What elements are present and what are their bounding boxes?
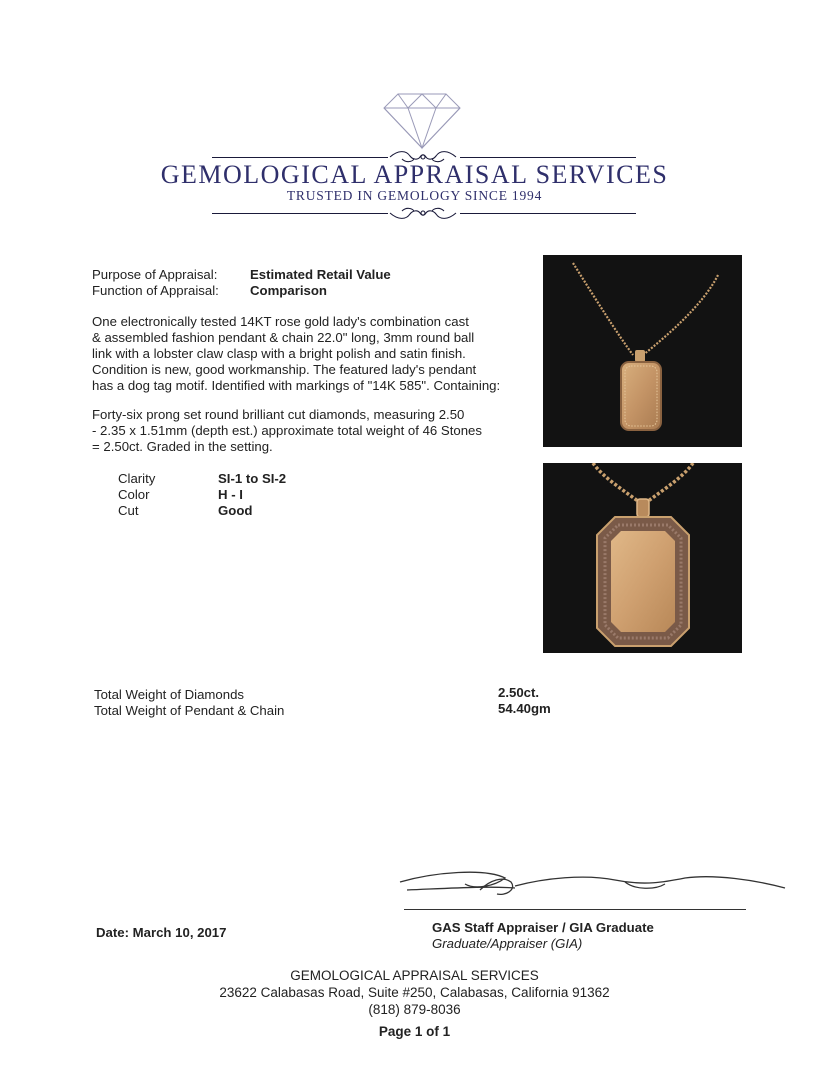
- grading-label: Cut: [118, 503, 139, 518]
- grading-label: Color: [118, 487, 150, 502]
- grading-row-clarity: [118, 471, 318, 487]
- pendant-photo-full: [543, 255, 742, 447]
- date-text: Date: March 10, 2017: [96, 925, 227, 940]
- grading-label: Clarity: [118, 471, 156, 486]
- header-rule-bottom-right: [460, 213, 636, 214]
- description-line: has a dog tag motif. Identified with markings of "14K 585". Containing:: [92, 378, 501, 393]
- total-diamonds-label: Total Weight of Diamonds: [94, 687, 245, 702]
- grading-row-cut: [118, 503, 318, 519]
- grading-value: H - I: [218, 487, 243, 502]
- pendant-photo-closeup: [543, 463, 742, 653]
- header-rule-top-right: [460, 157, 636, 158]
- footer-address: 23622 Calabasas Road, Suite #250, Calabasas, California 91362: [219, 985, 610, 1000]
- total-weight-label: Total Weight of Pendant & Chain: [94, 703, 285, 718]
- footer-phone: (818) 879-8036: [368, 1002, 461, 1017]
- grading-value: Good: [218, 503, 253, 518]
- header-rule-top-left: [212, 157, 388, 158]
- stone-line: - 2.35 x 1.51mm (depth est.) approximate total weight of 46 Stones: [92, 423, 482, 438]
- total-weight-value: 54.40gm: [498, 701, 551, 716]
- appraiser-subtitle: Graduate/Appraiser (GIA): [432, 936, 583, 951]
- pendant-chain-image: [543, 255, 742, 447]
- total-diamonds-value: 2.50ct.: [498, 685, 540, 700]
- company-tagline: TRUSTED IN GEMOLOGY SINCE 1994: [286, 188, 543, 203]
- item-description: [92, 314, 542, 394]
- pendant-closeup-image: [543, 463, 742, 653]
- description-line: Condition is new, good workmanship. The featured lady's pendant: [92, 362, 477, 377]
- description-line: One electronically tested 14KT rose gold lady's combination cast: [92, 314, 469, 329]
- function-value: Comparison: [250, 283, 327, 298]
- signature-mark: [395, 860, 790, 910]
- description-line: & assembled fashion pendant & chain 22.0" long, 3mm round ball: [92, 330, 475, 345]
- company-name: GEMOLOGICAL APPRAISAL SERVICES: [160, 160, 669, 189]
- grading-value: SI-1 to SI-2: [218, 471, 287, 486]
- grading-table: [118, 471, 318, 519]
- stone-line: Forty-six prong set round brilliant cut diamonds, measuring 2.50: [92, 407, 465, 422]
- appraiser-title: GAS Staff Appraiser / GIA Graduate: [432, 920, 654, 935]
- description-line: link with a lobster claw clasp with a bright polish and satin finish.: [92, 346, 466, 361]
- stone-description: [92, 407, 542, 455]
- stone-line: = 2.50ct. Graded in the setting.: [92, 439, 273, 454]
- ornament-scroll-icon: [388, 206, 458, 220]
- grading-row-color: [118, 487, 318, 503]
- footer-company: GEMOLOGICAL APPRAISAL SERVICES: [290, 968, 539, 983]
- header-rule-bottom-left: [212, 213, 388, 214]
- signature-line: [404, 909, 746, 910]
- diamond-logo-icon: [382, 90, 462, 150]
- purpose-label: Purpose of Appraisal:: [92, 267, 218, 282]
- function-label: Function of Appraisal:: [92, 283, 219, 298]
- page-number: Page 1 of 1: [378, 1024, 451, 1039]
- purpose-value: Estimated Retail Value: [250, 267, 391, 282]
